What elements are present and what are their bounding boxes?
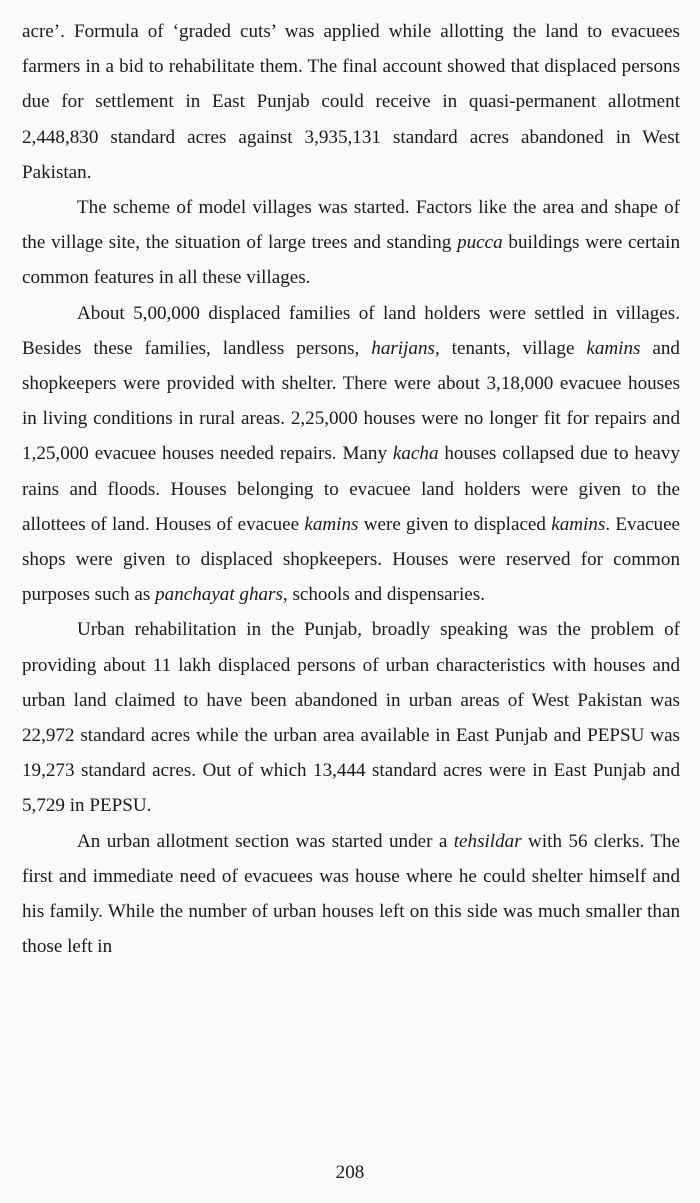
text-run: and shopkeepers were provided with shelter. There were about 3,18,000 evacuee houses in living conditions in rural areas. 2,25,000 houses were no longer fit for repairs and 1,25,000 evacuee houses needed repairs. Many bbox=[22, 337, 680, 465]
emphasis-term: kamins bbox=[304, 513, 359, 535]
text-run: , schools and dispensaries. bbox=[282, 584, 485, 606]
emphasis-term: harijans bbox=[371, 337, 435, 359]
text-run: The scheme of model villages was started. Factors like the area and shape of the village site, the situation of large trees and standing bbox=[22, 197, 680, 254]
text-run: , tenants, village bbox=[434, 337, 587, 359]
emphasis-term: kamins bbox=[586, 337, 641, 359]
text-run: An urban allotment section was started under a bbox=[77, 830, 454, 852]
page-text-body bbox=[22, 14, 680, 964]
paragraph-p1-graded-cuts bbox=[22, 14, 680, 190]
paragraph-p4-urban-rehabilitation bbox=[22, 612, 680, 823]
paragraph-p2-model-villages bbox=[22, 190, 680, 296]
text-run: with 56 clerks. The first and immediate need of evacuees was house where he could shelter himself and his family. While the number of urban houses left on this side was much smaller than those left in bbox=[22, 830, 680, 958]
emphasis-term: pucca bbox=[457, 232, 503, 254]
text-run: were given to displaced bbox=[358, 513, 552, 535]
emphasis-term: kamins bbox=[551, 513, 606, 535]
emphasis-term: panchayat ghars bbox=[155, 584, 283, 606]
text-run: Urban rehabilitation in the Punjab, broadly speaking was the problem of providing about 11 lakh displaced persons of urban characteristics with houses and urban land claimed to have been abandoned in urban areas of West Pakistan was 22,972 standard acres while the urban area available in East Punjab and PEPSU was 19,273 standard acres. Out of which 13,444 standard acres were in East Punjab and 5,729 in PEPSU. bbox=[22, 619, 680, 817]
text-run: houses collapsed due to heavy rains and floods. Houses belonging to evacuee land holders were given to the allottees of land. Houses of evacuee bbox=[22, 443, 680, 535]
paragraph-p5-urban-allotment-section bbox=[22, 824, 680, 965]
text-run: About 5,00,000 displaced families of land holders were settled in villages. Besides these families, landless persons, bbox=[22, 302, 680, 359]
paragraph-p3-displaced-families bbox=[22, 296, 680, 613]
text-run: buildings were certain common features in all these villages. bbox=[22, 232, 680, 289]
emphasis-term: kacha bbox=[392, 443, 439, 465]
text-run: . Evacuee shops were given to displaced shopkeepers. Houses were reserved for common purposes such as bbox=[22, 513, 681, 606]
text-run: acre’. Formula of ‘graded cuts’ was applied while allotting the land to evacuees farmers in a bid to rehabilitate them. The final account showed that displaced persons due for settlement in East Punjab could receive in quasi-permanent allotment 2,448,830 standard acres against 3,935,131 standard acres abandoned in West Pakistan. bbox=[22, 21, 680, 183]
page-number: 208 bbox=[335, 1162, 365, 1183]
emphasis-term: tehsildar bbox=[453, 830, 522, 852]
